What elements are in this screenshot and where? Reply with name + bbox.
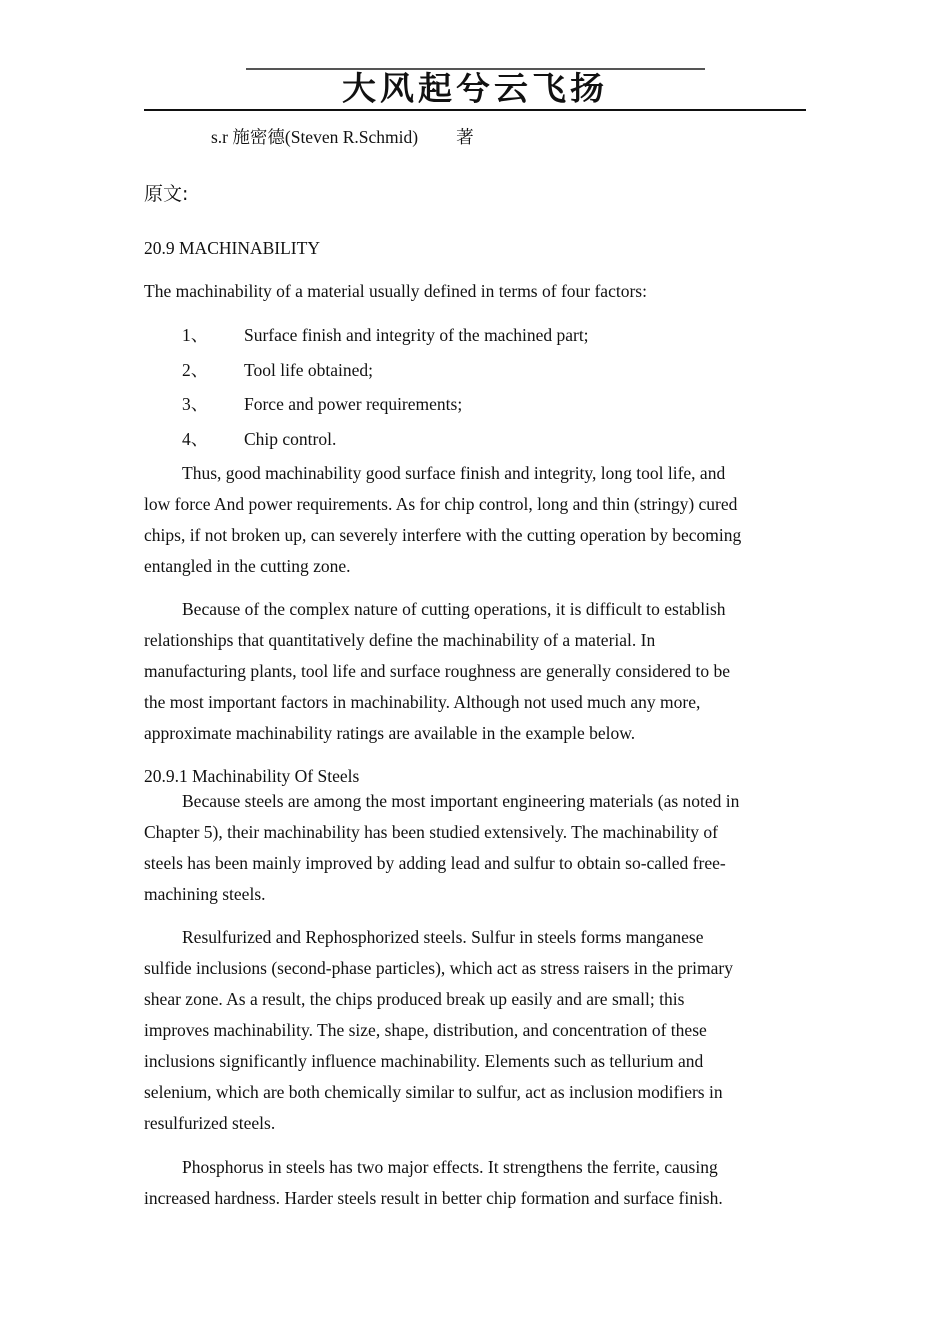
header-banner-title: 大风起兮云飞扬 [342, 70, 608, 108]
factor-text: Tool life obtained; [244, 360, 374, 380]
original-text-label: 原文: [144, 183, 189, 205]
factor-item [182, 322, 589, 348]
factor-text: Force and power requirements; [244, 394, 463, 414]
factor-item [182, 391, 462, 417]
header-bottom-rule [144, 109, 806, 111]
paragraph-line: relationships that quantitatively define the machinability of a material. In [144, 630, 656, 650]
paragraph-line: improves machinability. The size, shape, distribution, and concentration of these [144, 1020, 707, 1040]
factor-number: 3、 [182, 394, 209, 414]
paragraph-line: entangled in the cutting zone. [144, 556, 351, 576]
paragraph-line: Resulfurized and Rephosphorized steels. Sulfur in steels forms manganese [182, 927, 704, 947]
author-name: s.r 施密德(Steven R.Schmid) [211, 127, 419, 147]
paragraph-line: Thus, good machinability good surface finish and integrity, long tool life, and [182, 463, 726, 483]
paragraph-line: Because steels are among the most important engineering materials (as noted in [182, 791, 740, 811]
paragraph-line: sulfide inclusions (second-phase particles), which act as stress raisers in the primary [144, 958, 733, 978]
paragraph-line: manufacturing plants, tool life and surface roughness are generally considered to be [144, 661, 731, 681]
paragraph-phosphorus [144, 1152, 804, 1214]
paragraph-line: increased hardness. Harder steels result in better chip formation and surface finish. [144, 1188, 723, 1208]
paragraph-steels [144, 786, 804, 910]
factor-item [182, 357, 373, 383]
paragraph-line: machining steels. [144, 884, 266, 904]
author-line [211, 124, 474, 150]
paragraph-line: resulfurized steels. [144, 1113, 276, 1133]
factor-item [182, 426, 336, 452]
factor-text: Chip control. [244, 429, 337, 449]
paragraph-thus [144, 458, 804, 582]
paragraph-line: low force And power requirements. As for chip control, long and thin (stringy) cured [144, 494, 738, 514]
paragraph-line: chips, if not broken up, can severely interfere with the cutting operation by becoming [144, 525, 742, 545]
factor-number: 1、 [182, 325, 209, 345]
paragraph-line: shear zone. As a result, the chips produced break up easily and are small; this [144, 989, 685, 1009]
factor-text: Surface finish and integrity of the machined part; [244, 325, 589, 345]
factor-number: 2、 [182, 360, 209, 380]
section-heading: 20.9 MACHINABILITY [144, 238, 320, 258]
paragraph-resulfurized [144, 922, 804, 1139]
header-banner [144, 66, 806, 112]
paragraph-line: inclusions significantly influence machinability. Elements such as tellurium and [144, 1051, 704, 1071]
paragraph-line: Chapter 5), their machinability has been studied extensively. The machinability of [144, 822, 718, 842]
factor-number: 4、 [182, 429, 209, 449]
paragraph-complex-nature [144, 594, 804, 749]
paragraph-line: Because of the complex nature of cutting operations, it is difficult to establish [182, 599, 726, 619]
paragraph-line: approximate machinability ratings are available in the example below. [144, 723, 636, 743]
section-intro: The machinability of a material usually defined in terms of four factors: [144, 281, 647, 301]
author-suffix: 著 [456, 127, 474, 147]
paragraph-line: selenium, which are both chemically similar to sulfur, act as inclusion modifiers in [144, 1082, 723, 1102]
paragraph-line: Phosphorus in steels has two major effects. It strengthens the ferrite, causing [182, 1157, 718, 1177]
paragraph-line: the most important factors in machinability. Although not used much any more, [144, 692, 701, 712]
paragraph-line: steels has been mainly improved by adding lead and sulfur to obtain so-called free- [144, 853, 726, 873]
subsection-heading: 20.9.1 Machinability Of Steels [144, 766, 360, 786]
